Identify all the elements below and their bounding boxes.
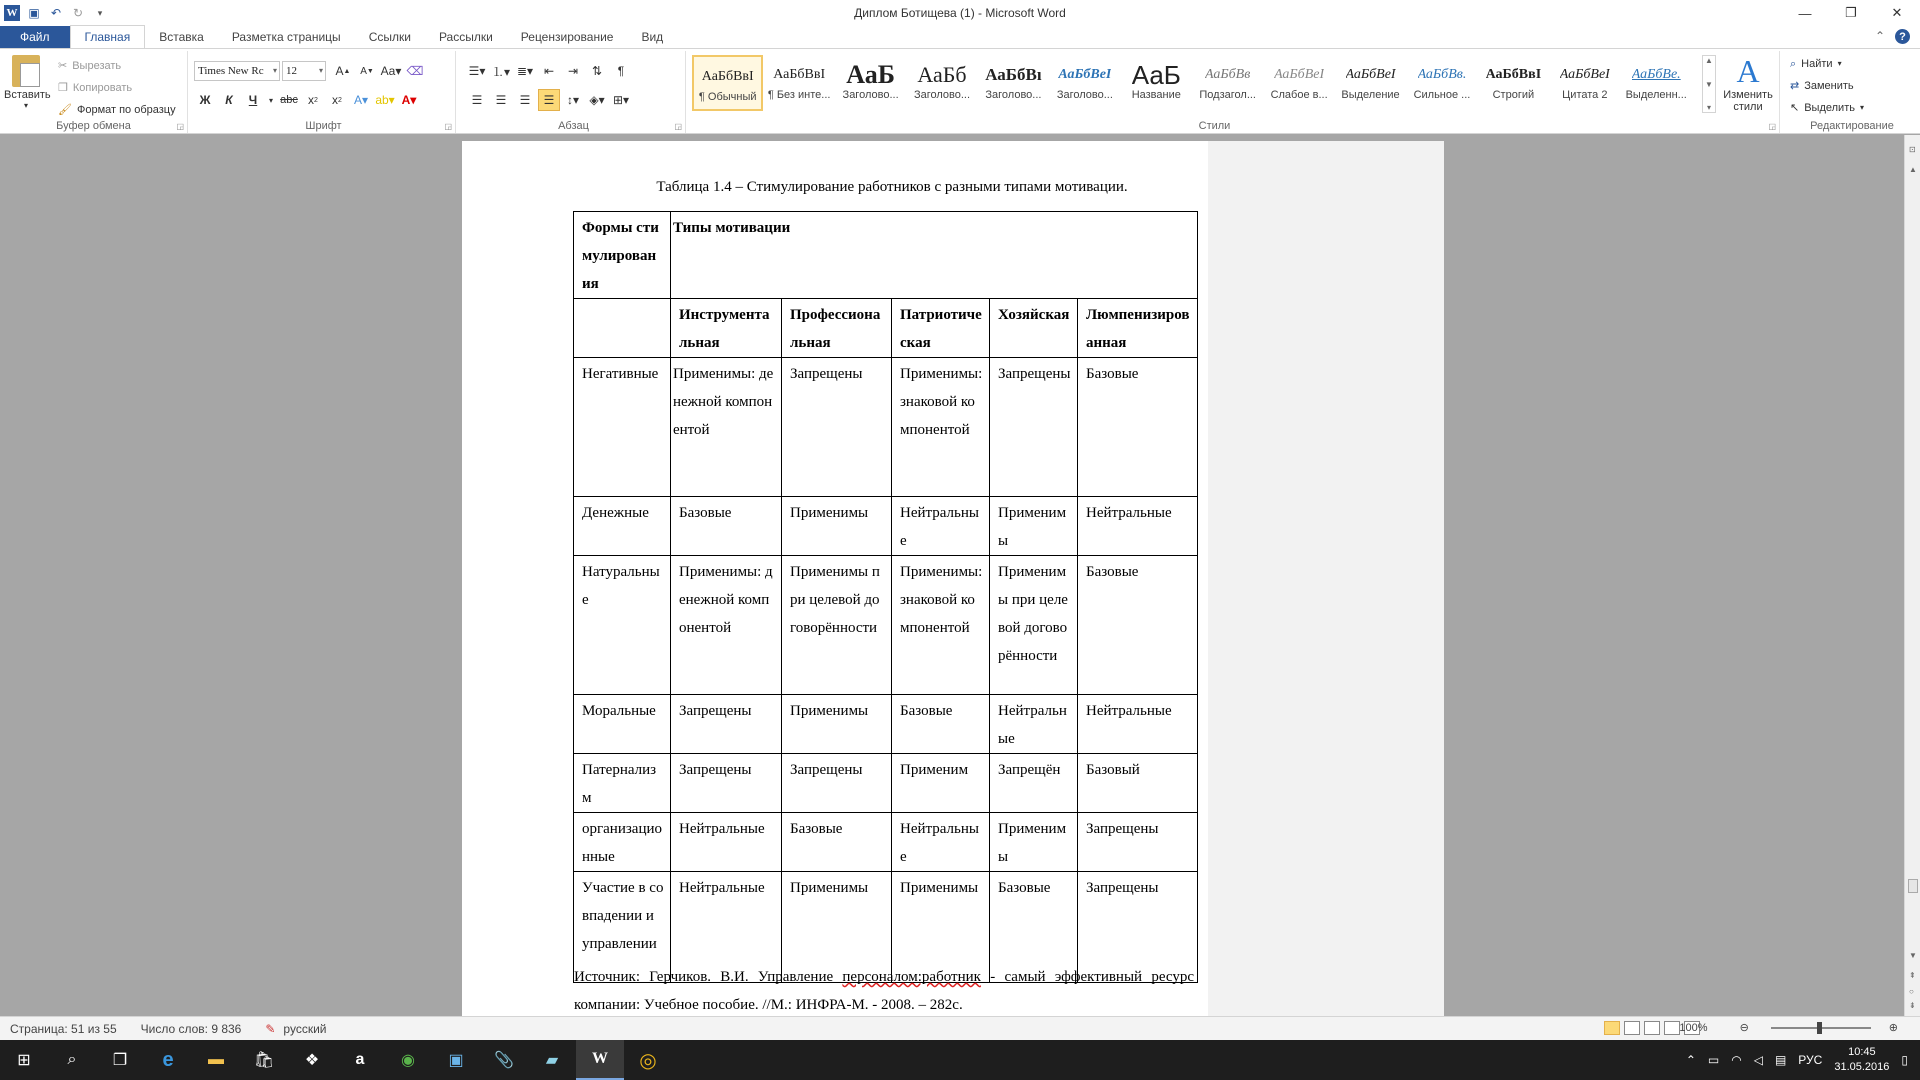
show-marks-button[interactable]: ¶ (617, 64, 625, 78)
zoom-knob[interactable] (1817, 1022, 1822, 1034)
table-cell[interactable]: Применимы: знаковой компонентой (892, 358, 990, 497)
task-view-icon[interactable]: ❐ (112, 1052, 128, 1069)
font-size-box[interactable]: 12 ▾ (282, 61, 326, 81)
amazon-icon[interactable]: a (355, 1051, 365, 1068)
paperclip-icon[interactable]: 📎 (494, 1052, 514, 1069)
table-cell[interactable]: Хозяйская (990, 299, 1078, 358)
table-caption: Таблица 1.4 – Стимулирование работников с разными типами мотивации. (656, 179, 1128, 195)
table-cell[interactable]: Применимы (990, 497, 1078, 556)
table-cell[interactable]: Базовые (1078, 556, 1198, 695)
style-no-spacing[interactable]: АаБбВвІ ¶ Без инте... (767, 67, 831, 101)
table-cell[interactable] (574, 299, 671, 358)
styles-gallery-scroll[interactable] (1702, 55, 1716, 113)
tab-page-layout[interactable]: Разметка страницы (231, 30, 341, 44)
next-page-icon[interactable]: ⇟ (1909, 1001, 1916, 1010)
table-cell[interactable]: Нейтральные (892, 813, 990, 872)
grow-font-button[interactable]: A ▲ (335, 64, 351, 78)
volume-icon[interactable]: ◁ (1753, 1053, 1763, 1067)
restore-button[interactable]: ❐ (1845, 5, 1857, 20)
clipboard-group (0, 51, 188, 133)
ruler-toggle-icon[interactable]: ⊡ (1909, 145, 1916, 154)
scroll-down-icon[interactable]: ▼ (1909, 951, 1917, 960)
web-layout-view-icon[interactable] (1644, 1021, 1660, 1035)
chevron-up-icon[interactable]: ▲ (1705, 56, 1713, 65)
page-count[interactable]: Страница: 51 из 55 (10, 1021, 117, 1036)
table-cell[interactable]: Участие в совпадении и управлении (574, 872, 671, 983)
table-cell[interactable]: Нейтральные (671, 872, 782, 983)
editing-group-label: Редактирование (1810, 120, 1894, 132)
table-cell[interactable]: Моральные (574, 695, 671, 754)
zoom-in-icon[interactable]: ⊕ (1888, 1022, 1898, 1034)
help-icon[interactable]: ? (1895, 29, 1910, 44)
table-cell[interactable]: Запрещены (782, 358, 892, 497)
search-icon[interactable]: ⌕ (67, 1051, 77, 1068)
clipboard-icon (12, 55, 40, 87)
styles-gallery (692, 55, 1692, 113)
proofing-icon[interactable]: ✎ (265, 1021, 276, 1036)
collapse-ribbon-icon[interactable]: ⌃ (1874, 29, 1885, 43)
underline-options-icon[interactable]: ▾ (268, 95, 273, 105)
table-cell[interactable]: Запрещены (671, 754, 782, 813)
binoculars-icon: ⌕ (1790, 58, 1797, 70)
superscript-button[interactable]: x 2 (332, 93, 342, 107)
styles-group-label: Стили (1198, 120, 1231, 132)
table-row (574, 358, 1198, 497)
language-indicator[interactable]: русский (283, 1021, 327, 1036)
table-row (574, 556, 1198, 695)
quick-access-toolbar (0, 5, 108, 21)
title-bar (0, 0, 1920, 26)
notifications-icon[interactable]: ▯ (1901, 1053, 1908, 1067)
table-cell[interactable]: Запрещены (1078, 872, 1198, 983)
shading-button[interactable]: ◈▾ (589, 93, 605, 107)
store-icon[interactable]: 🛍 (253, 1052, 275, 1069)
style-emphasis[interactable]: АаБбВеІ Выделение (1341, 67, 1400, 101)
style-heading-3[interactable]: АаБбВı Заголово... (985, 65, 1042, 101)
customize-qat-icon[interactable]: ▾ (97, 7, 103, 18)
word-logo-icon[interactable]: W (4, 5, 20, 21)
tab-insert[interactable]: Вставка (159, 30, 204, 44)
italic-button[interactable]: К (225, 93, 233, 107)
more-styles-icon[interactable]: ▾ (1706, 103, 1711, 112)
line-spacing-button[interactable]: ↕▾ (566, 93, 580, 107)
table-row (574, 695, 1198, 754)
style-title[interactable]: АаБ Название (1131, 61, 1181, 101)
align-right-button[interactable]: ☰ (519, 93, 531, 107)
table-cell[interactable]: Базовые (782, 813, 892, 872)
notes-icon[interactable]: ▰ (545, 1052, 559, 1069)
find-button[interactable]: ⌕ Найти ▾ (1790, 53, 1864, 75)
table-cell[interactable]: Запрещён (990, 754, 1078, 813)
tripadvisor-icon[interactable]: ◉ (401, 1052, 415, 1069)
table-cell[interactable]: Профессиональная (782, 299, 892, 358)
table-cell[interactable]: Нейтральные (990, 695, 1078, 754)
spellcheck-word[interactable]: персоналом:работник (842, 969, 981, 985)
document-area (0, 135, 1904, 1016)
text-effects-button[interactable]: A▾ (353, 93, 369, 107)
table-row (574, 813, 1198, 872)
source-paragraph[interactable]: Источник: Герчиков. В.И. Управление персоналом:работник - самый эффективный ресурс компании: Учебное пособие. //М.: ИНФРА-М. - 2008. – 282с. (574, 969, 1194, 1013)
taskbar (0, 1040, 1920, 1080)
font-group (192, 51, 456, 133)
table-cell[interactable]: Люмпенизированная (1078, 299, 1198, 358)
table-cell[interactable]: Запрещены (1078, 813, 1198, 872)
style-intense-emphasis[interactable]: АаБбВв. Сильное ... (1413, 67, 1471, 101)
style-heading-1[interactable]: АаБ Заголово... (842, 61, 899, 101)
select-button[interactable]: ↖ Выделить ▾ (1790, 97, 1864, 119)
table-cell[interactable]: Базовые (671, 497, 782, 556)
table-cell[interactable]: Запрещены (671, 695, 782, 754)
undo-icon[interactable]: ↶ (50, 6, 62, 20)
bullets-button[interactable]: ☰▾ (468, 64, 486, 78)
file-explorer-icon[interactable]: ▬ (208, 1051, 224, 1068)
photos-icon[interactable]: ▣ (448, 1052, 464, 1069)
browse-object-icon[interactable]: ○ (1909, 987, 1914, 996)
chevron-down-icon: ▾ (318, 66, 323, 75)
table-cell[interactable]: Применимы: денежной компонентой (671, 358, 782, 497)
underline-button[interactable]: Ч (248, 93, 258, 107)
table-cell[interactable]: Применимы при целевой договорённости (782, 556, 892, 695)
table-cell[interactable]: Применимы: денежной компонентой (671, 556, 782, 695)
chevron-up-icon[interactable]: ⌃ (1685, 1053, 1696, 1067)
sort-button[interactable]: ⇅ (591, 64, 603, 78)
font-launcher-icon[interactable]: ◲ (444, 122, 452, 131)
cursor-icon: ↖ (1790, 102, 1800, 114)
table-cell[interactable]: Базовый (1078, 754, 1198, 813)
table-cell[interactable]: Инструментальная (671, 299, 782, 358)
table-cell[interactable]: Негативные (574, 358, 671, 497)
shrink-font-button[interactable]: A ▼ (360, 65, 374, 77)
scroll-up-icon[interactable]: ▲ (1909, 165, 1917, 174)
styles-launcher-icon[interactable]: ◲ (1768, 122, 1776, 131)
print-layout-view-icon[interactable] (1604, 1021, 1620, 1035)
subscript-button[interactable]: x 2 (308, 93, 318, 107)
copy-icon: ❐ (58, 82, 68, 94)
table-cell[interactable]: организационные (574, 813, 671, 872)
redo-icon[interactable]: ↻ (72, 6, 84, 20)
font-color-button[interactable]: A▾ (401, 93, 417, 107)
style-subtitle[interactable]: АаБбВв Подзагол... (1199, 67, 1256, 101)
font-group-label: Шрифт (305, 120, 342, 132)
table-cell[interactable]: Применимы при целевой договорённости (990, 556, 1078, 695)
copy-button[interactable]: ❐ Копировать (58, 77, 176, 99)
table-cell[interactable]: Применимы (990, 813, 1078, 872)
chrome-icon[interactable]: ◎ (639, 1049, 657, 1072)
table-cell[interactable]: Формы стимулирования (574, 212, 671, 299)
prev-page-icon[interactable]: ⇞ (1909, 971, 1916, 980)
full-screen-view-icon[interactable] (1624, 1021, 1640, 1035)
edge-browser-icon[interactable]: e (162, 1048, 174, 1071)
zoom-level[interactable]: 100% (1679, 1021, 1708, 1034)
font-name-box[interactable]: Times New Rc ▾ (194, 61, 280, 81)
paragraph-group (462, 51, 686, 133)
table-cell[interactable]: Базовые (990, 872, 1078, 983)
table-cell[interactable]: Применимы: знаковой компонентой (892, 556, 990, 695)
change-case-button[interactable]: Aa▾ (380, 64, 402, 78)
align-center-button[interactable]: ☰ (495, 93, 507, 107)
chevron-down-icon[interactable]: ▼ (1705, 79, 1713, 89)
table-row (574, 299, 1198, 358)
table-cell[interactable]: Запрещены (990, 358, 1078, 497)
clear-formatting-button[interactable]: ⌫ (406, 64, 424, 78)
table-cell[interactable]: Нейтральные (1078, 695, 1198, 754)
page-margin (1208, 141, 1444, 1016)
increase-indent-button[interactable]: ⇥ (567, 64, 579, 78)
tab-mailings[interactable]: Рассылки (438, 30, 493, 44)
scroll-thumb[interactable] (1908, 879, 1918, 893)
justify-button[interactable]: ☰ (538, 89, 560, 111)
paragraph-group-label: Абзац (558, 120, 589, 132)
table-row (574, 497, 1198, 556)
tab-home[interactable]: Главная (70, 25, 146, 48)
scissors-icon: ✂ (58, 60, 68, 72)
paragraph-launcher-icon[interactable]: ◲ (674, 122, 682, 131)
ribbon-tabs (0, 26, 1920, 48)
vertical-scrollbar[interactable] (1904, 135, 1920, 1016)
table-row (574, 754, 1198, 813)
numbering-button[interactable]: ⒈▾ (491, 64, 511, 79)
strikethrough-button[interactable]: abc (280, 94, 298, 106)
windows-start-icon[interactable]: ⊞ (17, 1052, 31, 1069)
cut-button[interactable]: ✂ Вырезать (58, 55, 176, 77)
table-cell[interactable]: Нейтральные (892, 497, 990, 556)
clipboard-group-label: Буфер обмена (56, 120, 131, 132)
zoom-control (1669, 1021, 1912, 1034)
tab-review[interactable]: Рецензирование (520, 30, 614, 44)
borders-button[interactable]: ⊞▾ (612, 93, 630, 107)
decrease-indent-button[interactable]: ⇤ (543, 64, 555, 78)
highlight-button[interactable]: ab▾ (375, 93, 395, 107)
brush-icon: 🖌 (58, 104, 72, 116)
dropbox-icon[interactable]: ❖ (304, 1052, 320, 1069)
table-cell[interactable]: Нейтральные (1078, 497, 1198, 556)
save-icon[interactable]: ▣ (28, 6, 40, 20)
input-language[interactable]: РУС (1798, 1053, 1823, 1067)
table-cell[interactable]: Денежные (574, 497, 671, 556)
multilevel-list-button[interactable]: ≣▾ (516, 64, 534, 78)
ribbon (0, 48, 1920, 134)
style-intense-quote[interactable]: АаБбВе. Выделенн... (1625, 67, 1687, 101)
action-center-icon[interactable]: ▤ (1774, 1053, 1787, 1067)
replace-icon: ⇄ (1790, 80, 1800, 92)
format-painter-button[interactable]: 🖌 Формат по образцу (58, 99, 176, 121)
chevron-down-icon: ▾ (272, 66, 277, 75)
motivation-table (573, 211, 1198, 983)
style-normal[interactable]: АаБбВвІ ¶ Обычный (692, 55, 763, 111)
style-subtle-emphasis[interactable]: АаБбВеІ Слабое в... (1270, 67, 1328, 101)
zoom-slider[interactable] (1771, 1027, 1871, 1029)
status-bar (0, 1016, 1920, 1040)
change-styles-icon: A (1736, 53, 1760, 89)
table-cell[interactable]: Патернализм (574, 754, 671, 813)
battery-icon[interactable]: ▭ (1707, 1053, 1720, 1067)
style-heading-4[interactable]: АаБбВеІ Заголово... (1056, 67, 1113, 101)
tab-file[interactable]: Файл (0, 26, 70, 48)
table-cell[interactable]: Базовые (1078, 358, 1198, 497)
replace-button[interactable]: ⇄ Заменить (1790, 75, 1864, 97)
tab-view[interactable]: Вид (641, 30, 664, 44)
table-cell[interactable]: Применимы (782, 872, 892, 983)
tab-references[interactable]: Ссылки (368, 30, 411, 44)
bold-button[interactable]: Ж (199, 93, 211, 107)
word-taskbar-icon[interactable]: W (576, 1040, 624, 1080)
table-cell[interactable]: Применим (892, 754, 990, 813)
close-button[interactable]: ✕ (1891, 5, 1903, 20)
style-heading-2[interactable]: АаБб Заголово... (913, 62, 971, 101)
minimize-button[interactable]: — (1798, 5, 1812, 21)
align-left-button[interactable]: ☰ (471, 93, 483, 107)
clock[interactable]: 10:45 31.05.2016 (1834, 1046, 1890, 1073)
change-styles-button[interactable]: A Изменить стили (1723, 53, 1773, 113)
table-cell[interactable]: Базовые (892, 695, 990, 754)
clipboard-launcher-icon[interactable]: ◲ (176, 122, 184, 131)
wifi-icon[interactable]: ◠ (1731, 1053, 1742, 1067)
zoom-out-icon[interactable]: ⊖ (1739, 1022, 1749, 1034)
table-cell[interactable]: Натуральные (574, 556, 671, 695)
word-count[interactable]: Число слов: 9 836 (140, 1021, 242, 1036)
window-title: Диплом Ботищева (1) - Microsoft Word (854, 6, 1066, 20)
system-tray (1686, 1040, 1920, 1080)
table-row (574, 212, 1198, 299)
table-cell[interactable]: Патриотическая (892, 299, 990, 358)
table-cell[interactable]: Применимы (892, 872, 990, 983)
style-strong[interactable]: АаБбВвІ Строгий (1485, 67, 1542, 101)
table-cell[interactable]: Нейтральные (671, 813, 782, 872)
style-quote-2[interactable]: АаБбВеІ Цитата 2 (1559, 67, 1610, 101)
table-cell[interactable]: Запрещены (782, 754, 892, 813)
table-cell[interactable]: Применимы (782, 497, 892, 556)
paste-button[interactable]: Вставить ▾ (4, 53, 48, 110)
table-cell[interactable]: Применимы (782, 695, 892, 754)
table-cell[interactable]: Типы мотивации (671, 212, 1198, 299)
